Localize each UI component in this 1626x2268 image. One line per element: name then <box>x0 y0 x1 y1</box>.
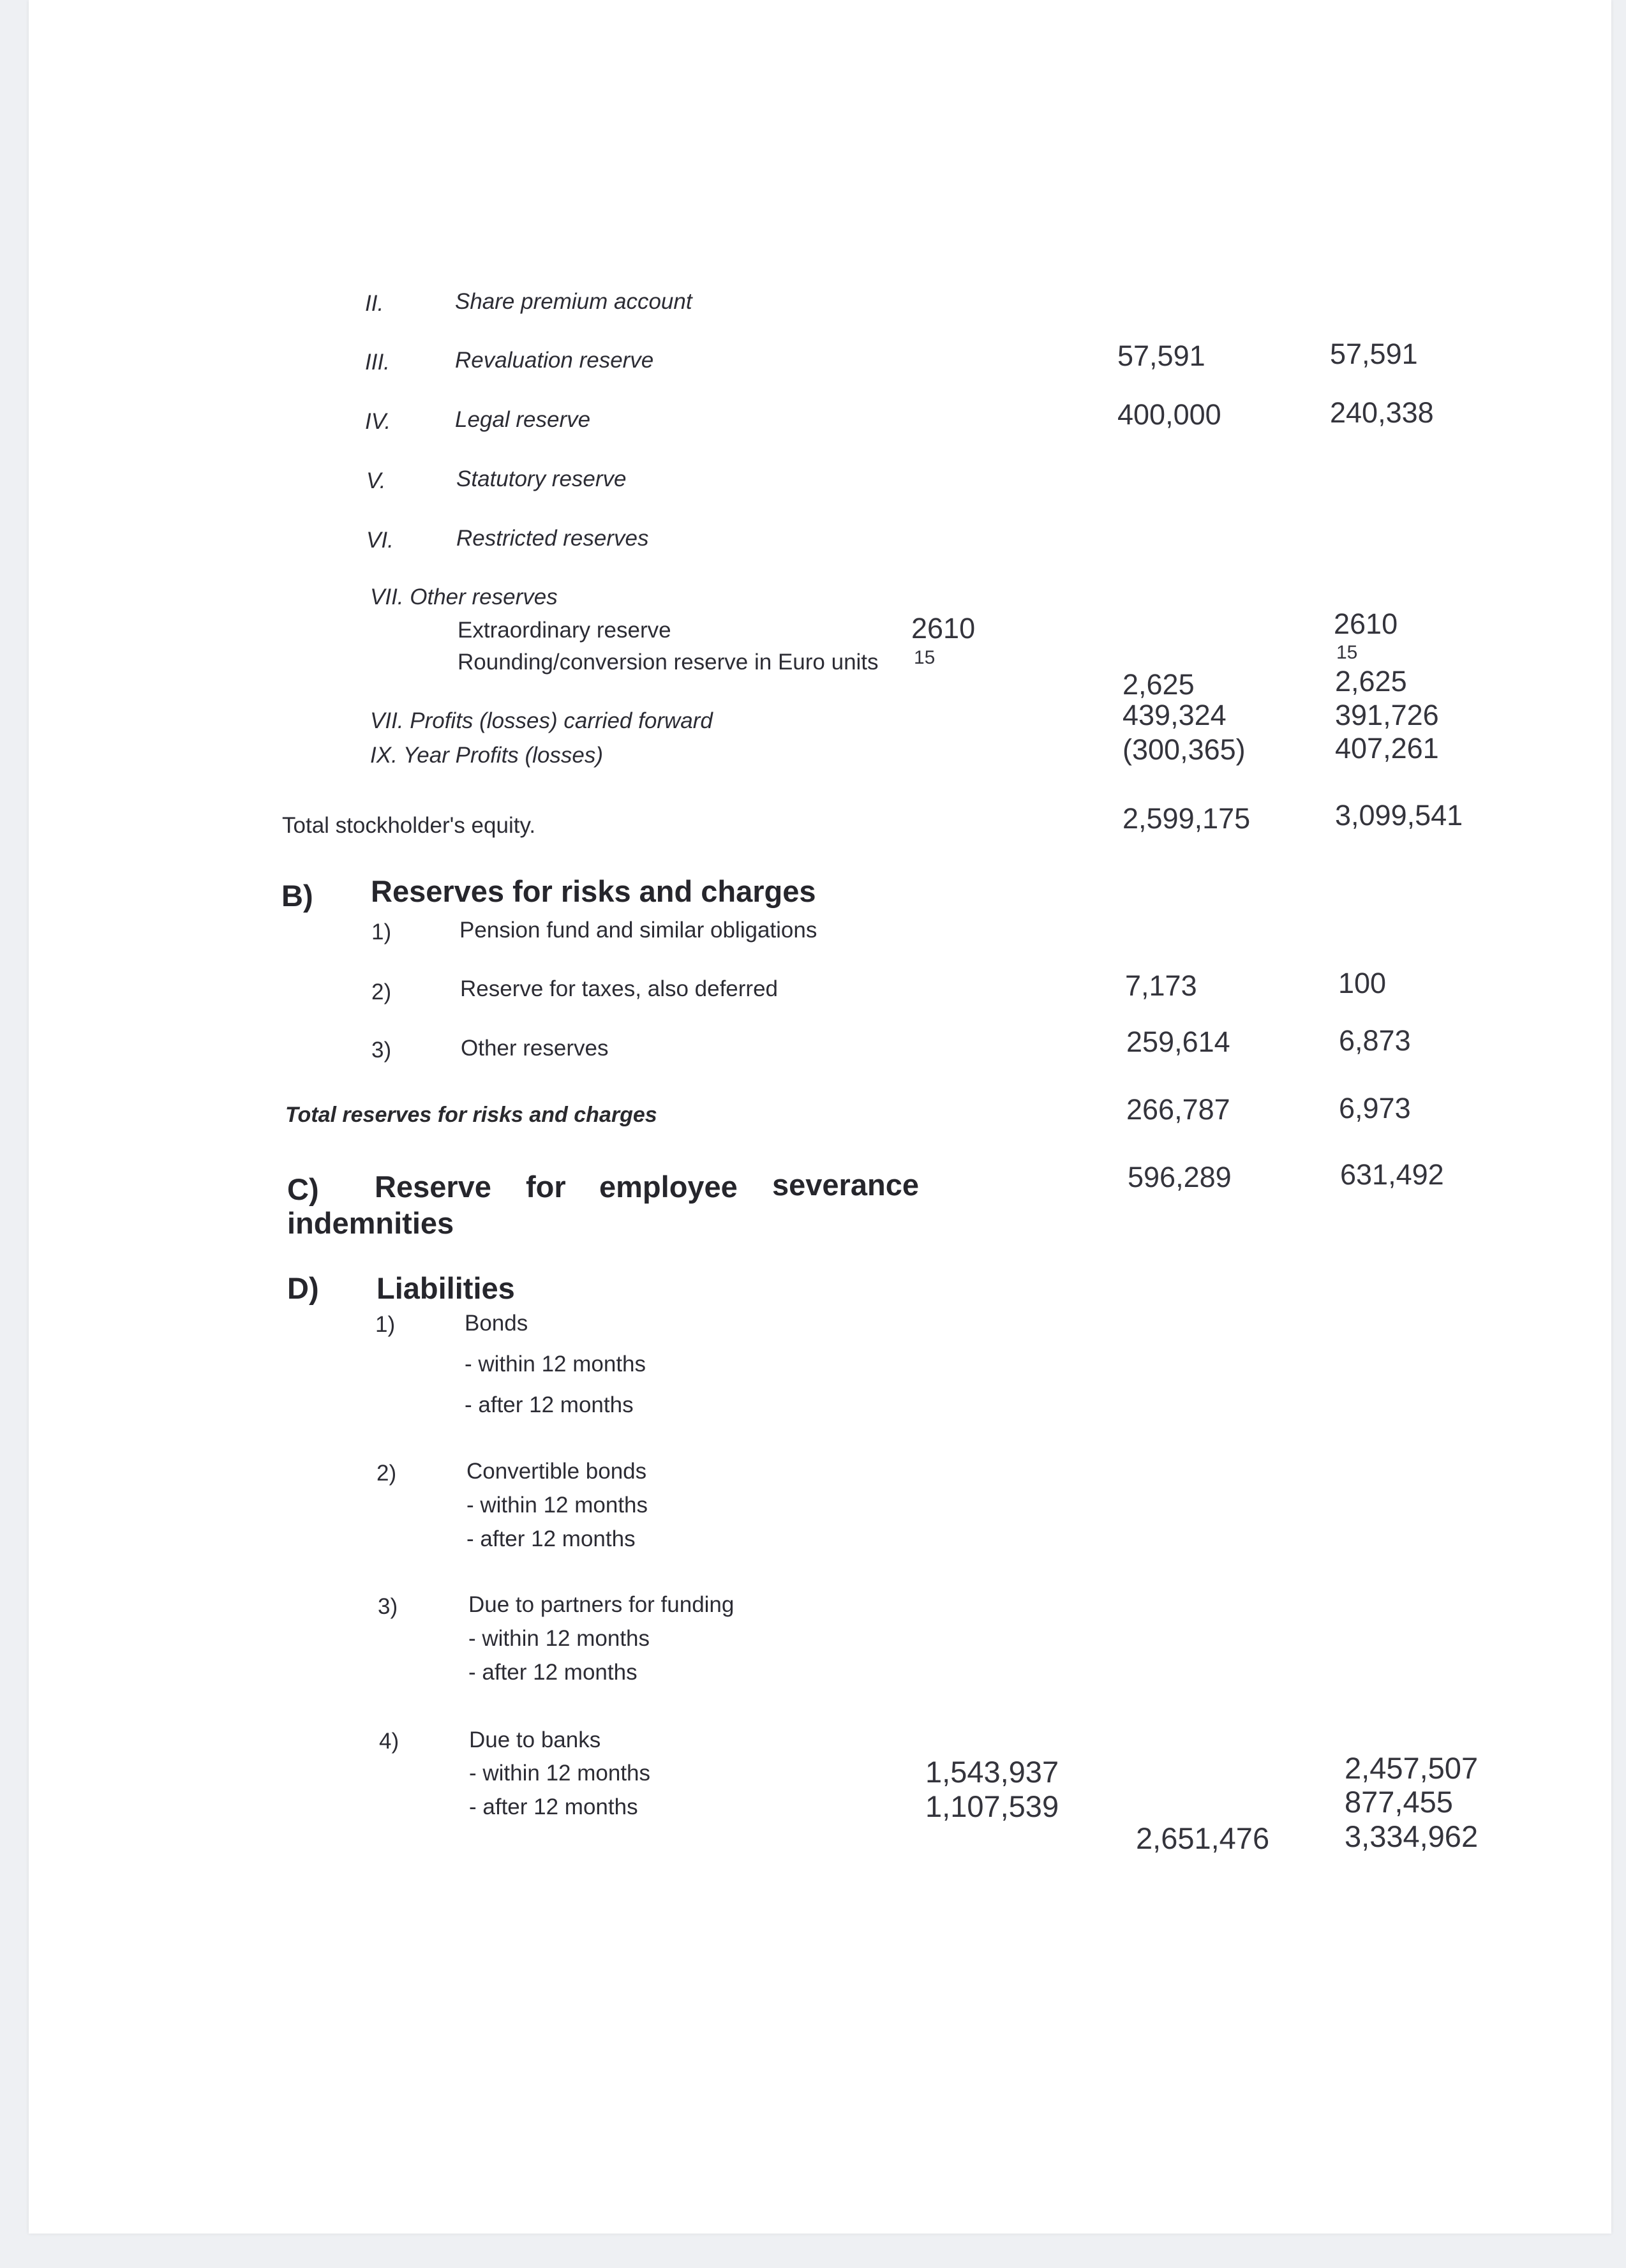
convertible-within-label: - within 12 months <box>466 1493 648 1518</box>
other-reserves-title: VII. Other reserves <box>370 585 558 609</box>
total-equity-previous: 3,099,541 <box>1335 799 1463 832</box>
total-equity-current: 2,599,175 <box>1123 802 1251 835</box>
item-number: 2) <box>377 1461 397 1486</box>
section-d-title: Liabilities <box>377 1271 515 1305</box>
partners-after-label: - after 12 months <box>468 1660 638 1685</box>
row-label-statutory-reserve: Statutory reserve <box>456 466 627 491</box>
tax-reserve-current: 7,173 <box>1125 969 1197 1002</box>
roman-numeral: VI. <box>366 528 394 553</box>
value-current: 400,000 <box>1117 398 1221 431</box>
banks-within-previous: 2,457,507 <box>1345 1751 1479 1785</box>
bonds-within-label: - within 12 months <box>465 1352 646 1376</box>
roman-numeral: II. <box>365 291 384 316</box>
section-letter: D) <box>287 1271 319 1305</box>
row-label-legal-reserve: Legal reserve <box>455 407 591 432</box>
section-c-word: for <box>526 1170 566 1204</box>
roman-numeral: III. <box>365 350 390 375</box>
total-reserves-risks-previous: 6,973 <box>1339 1092 1411 1124</box>
total-equity-label: Total stockholder's equity. <box>282 813 536 838</box>
item-number: 3) <box>371 1038 392 1063</box>
tax-reserve-label: Reserve for taxes, also deferred <box>460 976 779 1001</box>
total-reserves-risks-current: 266,787 <box>1126 1093 1230 1126</box>
row-label-restricted-reserves: Restricted reserves <box>456 526 649 551</box>
severance-current: 596,289 <box>1128 1161 1232 1193</box>
section-c-title-line2: indemnities <box>287 1206 454 1240</box>
rounding-reserve-partial: 15 <box>914 647 936 668</box>
tax-reserve-previous: 100 <box>1338 967 1387 999</box>
other-reserves-total-current: 2,625 <box>1123 668 1195 701</box>
section-c-word: severance <box>772 1168 919 1202</box>
value-previous: 57,591 <box>1330 338 1418 370</box>
banks-after-partial: 1,107,539 <box>925 1789 1059 1823</box>
other-reserves-b-label: Other reserves <box>461 1036 609 1061</box>
convertible-bonds-label: Convertible bonds <box>466 1459 647 1484</box>
section-letter: B) <box>281 879 313 913</box>
year-profits-label: IX. Year Profits (losses) <box>370 743 604 768</box>
bonds-after-label: - after 12 months <box>465 1392 634 1417</box>
section-c-word: Reserve <box>375 1170 491 1204</box>
profits-carried-forward-previous: 391,726 <box>1335 699 1439 731</box>
total-reserves-risks-label: Total reserves for risks and charges <box>285 1103 657 1127</box>
profits-carried-forward-current: 439,324 <box>1123 699 1227 731</box>
row-label-share-premium: Share premium account <box>455 289 692 314</box>
section-b-title: Reserves for risks and charges <box>371 874 816 908</box>
banks-total-previous: 3,334,962 <box>1345 1819 1479 1853</box>
row-label-revaluation-reserve: Revaluation reserve <box>455 348 654 373</box>
other-reserves-b-previous: 6,873 <box>1339 1024 1411 1057</box>
banks-within-label: - within 12 months <box>469 1761 651 1786</box>
rounding-reserve-previous: 15 <box>1336 642 1358 663</box>
value-current: 57,591 <box>1117 339 1205 372</box>
extraordinary-reserve-partial: 2610 <box>911 612 976 645</box>
section-c-word: employee <box>599 1170 738 1204</box>
banks-within-partial: 1,543,937 <box>925 1755 1059 1789</box>
severance-previous: 631,492 <box>1340 1158 1444 1191</box>
section-letter: C) <box>287 1172 319 1206</box>
item-number: 2) <box>371 980 392 1004</box>
roman-numeral: IV. <box>365 409 391 434</box>
convertible-after-label: - after 12 months <box>466 1526 636 1551</box>
item-number: 1) <box>371 920 392 944</box>
item-number: 4) <box>379 1729 399 1754</box>
bonds-label: Bonds <box>465 1311 528 1336</box>
partners-within-label: - within 12 months <box>468 1626 650 1651</box>
other-reserves-b-current: 259,614 <box>1126 1026 1230 1058</box>
banks-total-current: 2,651,476 <box>1136 1821 1270 1855</box>
profits-carried-forward-label: VII. Profits (losses) carried forward <box>370 708 713 733</box>
item-number: 3) <box>378 1594 398 1619</box>
balance-sheet-page <box>29 0 1611 2234</box>
rounding-reserve-label: Rounding/conversion reserve in Euro units <box>458 650 879 675</box>
other-reserves-total-previous: 2,625 <box>1335 665 1407 698</box>
year-profits-previous: 407,261 <box>1335 732 1439 765</box>
due-to-banks-label: Due to banks <box>469 1727 601 1752</box>
year-profits-current: (300,365) <box>1123 733 1246 766</box>
banks-after-label: - after 12 months <box>469 1794 638 1819</box>
pension-fund-label: Pension fund and similar obligations <box>459 918 817 943</box>
extraordinary-reserve-previous: 2610 <box>1334 608 1398 640</box>
partners-funding-label: Due to partners for funding <box>468 1592 735 1617</box>
item-number: 1) <box>375 1312 396 1337</box>
extraordinary-reserve-label: Extraordinary reserve <box>458 618 671 643</box>
roman-numeral: V. <box>366 468 386 493</box>
banks-after-previous: 877,455 <box>1345 1785 1453 1819</box>
value-previous: 240,338 <box>1330 396 1434 429</box>
